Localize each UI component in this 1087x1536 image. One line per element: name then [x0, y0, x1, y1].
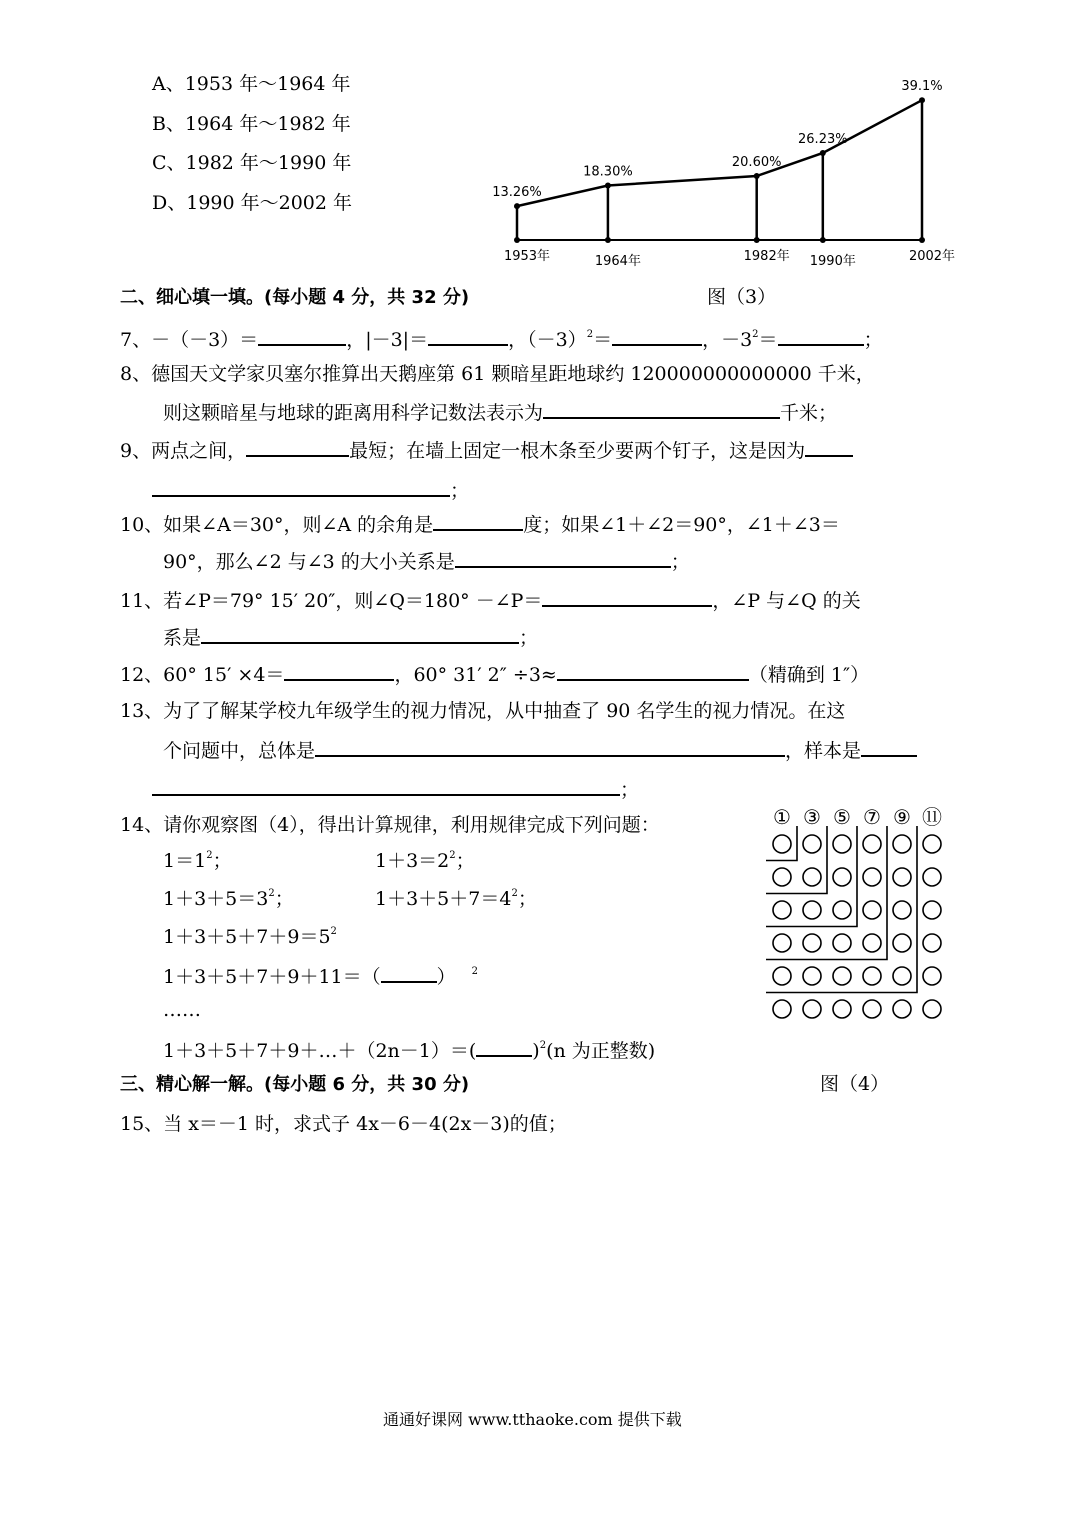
option-b: B、1964 年～1982 年	[152, 113, 351, 135]
q13-blank-2a[interactable]	[861, 737, 917, 757]
option-d: D、1990 年～2002 年	[152, 192, 353, 214]
fig4-separator	[766, 826, 797, 861]
question-11-line-2	[163, 624, 538, 650]
q14-eq-3	[163, 887, 294, 911]
q13-text-1: 个问题中，总体是	[163, 740, 316, 762]
q7-text-3: ，（－3）	[508, 329, 587, 351]
chart-base-point	[605, 237, 611, 243]
fig4-dot	[863, 901, 881, 919]
fig4-dot	[803, 835, 821, 853]
question-8-line-2	[163, 399, 837, 425]
q12-text-3: （精确到 1″）	[748, 664, 870, 686]
section-2-heading: 二、细心填一填。(每小题 4 分，共 32 分)	[120, 287, 470, 308]
fig4-dot	[833, 868, 851, 886]
q9-blank-2b[interactable]	[152, 477, 450, 497]
q14-e7-end: )	[532, 1040, 540, 1062]
q7-sup-1: 2	[586, 329, 594, 340]
fig4-dot	[863, 1000, 881, 1018]
q7-blank-4[interactable]	[778, 326, 864, 346]
chart-base-point	[754, 237, 760, 243]
q7-text-4: ＝	[593, 329, 613, 351]
chart-data-label: 13.26%	[492, 185, 542, 201]
chart-point	[754, 173, 760, 179]
q7-blank-2[interactable]	[428, 326, 508, 346]
question-9	[120, 437, 853, 463]
q7-blank-3[interactable]	[612, 326, 702, 346]
fig4-dot	[893, 934, 911, 952]
q8-blank[interactable]	[543, 399, 780, 419]
q14-eq-6	[163, 963, 478, 989]
q14-e1-sup: 2	[206, 850, 213, 861]
option-a: A、1953 年～1964 年	[152, 73, 351, 95]
q10-text-1: 10、如果∠A＝30°，则∠A 的余角是	[120, 514, 434, 536]
fig4-dot	[923, 835, 941, 853]
fig4-dot	[803, 868, 821, 886]
chart-point	[820, 150, 826, 156]
fig4-dot	[923, 934, 941, 952]
q7-blank-1[interactable]	[258, 326, 346, 346]
option-c: C、1982 年～1990 年	[152, 152, 352, 174]
q14-e2-semi: ；	[455, 850, 475, 872]
q10-text-2: 度；如果∠1＋∠2＝90°，∠1＋∠3＝	[523, 514, 840, 536]
question-11-line-1	[120, 587, 861, 613]
q7-text-6: ＝	[758, 329, 778, 351]
fig4-dot	[863, 868, 881, 886]
q14-e3-sup: 2	[268, 888, 275, 899]
q11-text-2: ，∠P 与∠Q 的关	[712, 590, 861, 612]
q14-e7-sup: 2	[539, 1040, 547, 1051]
q8-text: 则这颗暗星与地球的距离用科学记数法表示为	[163, 402, 544, 424]
chart-base-point	[514, 237, 520, 243]
fig4-dot	[773, 901, 791, 919]
figure-3-chart	[470, 60, 970, 275]
chart-x-tick-label: 1953年	[503, 249, 551, 264]
chart-point	[605, 182, 611, 188]
figure-4-dot-grid	[760, 800, 950, 1025]
q7-sup-2: 2	[752, 329, 759, 340]
q14-dots: ……	[163, 999, 201, 1021]
fig4-dot	[893, 868, 911, 886]
fig4-separator	[766, 826, 857, 927]
q14-eq-1	[163, 849, 232, 873]
fig4-dot	[833, 901, 851, 919]
q13-blank-1[interactable]	[315, 737, 785, 757]
fig4-dot	[773, 967, 791, 985]
q13-end: ；	[620, 779, 640, 801]
fig4-dot	[833, 934, 851, 952]
fig4-dot	[893, 1000, 911, 1018]
q14-e7-tail: (n 为正整数)	[546, 1040, 656, 1062]
q11-end: ；	[519, 627, 539, 649]
fig4-dot	[863, 967, 881, 985]
q14-blank-2[interactable]	[476, 1037, 532, 1057]
q14-e6-end: ）	[436, 966, 456, 988]
fig4-dot	[863, 934, 881, 952]
q12-text-1: 12、60° 15′ ×4＝	[120, 664, 285, 686]
question-14-intro: 14、请你观察图（4），得出计算规律，利用规律完成下列问题：	[120, 814, 660, 836]
q14-eq-5	[163, 925, 337, 949]
q8-end: 千米；	[780, 402, 838, 424]
question-9-line-2	[152, 477, 469, 503]
q14-eq-2	[375, 849, 475, 873]
q14-eq-4	[375, 887, 537, 911]
q10-end: ；	[670, 551, 690, 573]
fig4-dot	[833, 967, 851, 985]
fig4-dot	[923, 967, 941, 985]
question-12	[120, 661, 869, 687]
q14-blank-1[interactable]	[381, 963, 437, 983]
chart-data-label: 39.1%	[901, 79, 943, 95]
chart-data-label: 20.60%	[731, 155, 782, 171]
q13-text-2: ，样本是	[785, 740, 862, 762]
q14-e4-semi: ；	[517, 888, 537, 910]
chart-data-label: 18.30%	[583, 164, 633, 180]
chart-series-line	[517, 100, 922, 206]
q14-e3-text: 1＋3＋5＝3	[163, 888, 269, 910]
question-7	[120, 326, 883, 352]
q7-text-2: ，|－3|＝	[346, 329, 429, 351]
q14-eq-7	[163, 1037, 655, 1063]
fig4-dot	[833, 835, 851, 853]
fig4-dot	[833, 1000, 851, 1018]
chart-point	[514, 203, 520, 209]
q14-e5-text: 1＋3＋5＋7＋9＝5	[163, 926, 331, 948]
fig4-column-label: ⑤	[833, 805, 851, 829]
figure-4-caption: 图（4）	[820, 1073, 890, 1095]
q7-end: ；	[863, 329, 883, 351]
fig4-dot	[893, 835, 911, 853]
fig4-dot	[773, 868, 791, 886]
fig4-dot	[893, 901, 911, 919]
fig4-dot	[863, 835, 881, 853]
q14-e2-sup: 2	[449, 850, 456, 861]
q10-blank-1[interactable]	[433, 511, 523, 531]
chart-x-tick-label: 2002年	[908, 249, 956, 264]
fig4-dot	[923, 1000, 941, 1018]
q10-text-3: 90°，那么∠2 与∠3 的大小关系是	[163, 551, 455, 573]
fig4-dot	[773, 835, 791, 853]
q14-e6-sup: 2	[471, 966, 479, 977]
q14-e2-text: 1＋3＝2	[375, 850, 450, 872]
question-13-line-3	[152, 776, 639, 802]
fig4-column-label: ①	[773, 805, 791, 829]
q12-blank-2[interactable]	[557, 661, 749, 681]
fig4-dot	[773, 1000, 791, 1018]
question-15: 15、当 x＝－1 时，求式子 4x－6－4(2x－3)的值；	[120, 1113, 567, 1135]
q14-e7-text: 1＋3＋5＋7＋9＋…＋（2n－1）＝(	[163, 1040, 477, 1062]
fig4-dot	[803, 967, 821, 985]
question-13-line-2	[163, 737, 917, 763]
chart-data-label: 26.23%	[798, 131, 848, 147]
fig4-column-label: ⑦	[863, 805, 881, 829]
q9-end: ；	[450, 480, 470, 502]
q14-e4-sup: 2	[511, 888, 518, 899]
fig4-column-label: ③	[803, 805, 821, 829]
question-8-line-1: 8、德国天文学家贝塞尔推算出天鹅座第 61 颗暗星距地球约 120000000000000 千米，	[120, 363, 875, 385]
fig4-dot	[803, 901, 821, 919]
q14-e4-text: 1＋3＋5＋7＝4	[375, 888, 512, 910]
fig4-column-label: ⑪	[922, 805, 942, 829]
fig4-column-label: ⑨	[893, 805, 911, 829]
fig4-dot	[923, 868, 941, 886]
chart-base-point	[919, 237, 925, 243]
q14-e3-semi: ；	[274, 888, 294, 910]
q9-blank-1[interactable]	[246, 437, 349, 457]
q12-text-2: ，60° 31′ 2″ ÷3≈	[394, 664, 557, 686]
q10-blank-2[interactable]	[455, 548, 671, 568]
chart-x-tick-label: 1990年	[809, 254, 856, 269]
q7-text-5: ，－3	[702, 329, 753, 351]
q11-blank-2[interactable]	[201, 624, 519, 644]
figure-3-caption: 图（3）	[707, 286, 777, 308]
fig4-dot	[803, 934, 821, 952]
q14-e5-sup: 2	[330, 926, 337, 937]
fig4-dot	[923, 901, 941, 919]
question-13-line-1: 13、为了了解某学校九年级学生的视力情况，从中抽查了 90 名学生的视力情况。在这	[120, 700, 846, 722]
q11-text-3: 系是	[163, 627, 202, 649]
q14-e1-text: 1＝1	[163, 850, 207, 872]
q9-blank-2a[interactable]	[805, 437, 853, 457]
q12-blank-1[interactable]	[284, 661, 394, 681]
fig4-dot	[803, 1000, 821, 1018]
chart-base-point	[820, 237, 826, 243]
q9-text-1: 9、两点之间，	[120, 440, 247, 462]
q7-text-1: 7、－（－3）＝	[120, 329, 259, 351]
footer-text: 通通好课网 www.tthaoke.com 提供下载	[383, 1410, 682, 1429]
fig4-dot	[773, 934, 791, 952]
chart-x-tick-label: 1964年	[594, 254, 641, 269]
chart-point	[919, 97, 925, 103]
q14-e1-semi: ；	[212, 850, 232, 872]
q9-text-2: 最短；在墙上固定一根木条至少要两个钉子，这是因为	[349, 440, 806, 462]
q14-e6-text: 1＋3＋5＋7＋9＋11＝（	[163, 966, 381, 988]
q11-text-1: 11、若∠P＝79° 15′ 20″，则∠Q＝180° －∠P＝	[120, 590, 543, 612]
q11-blank-1[interactable]	[542, 587, 712, 607]
section-3-heading: 三、精心解一解。(每小题 6 分，共 30 分)	[120, 1074, 470, 1095]
chart-x-tick-label: 1982年	[743, 249, 790, 264]
q13-blank-2b[interactable]	[152, 776, 620, 796]
question-10-line-1	[120, 511, 840, 537]
question-10-line-2	[163, 548, 690, 574]
fig4-dot	[893, 967, 911, 985]
